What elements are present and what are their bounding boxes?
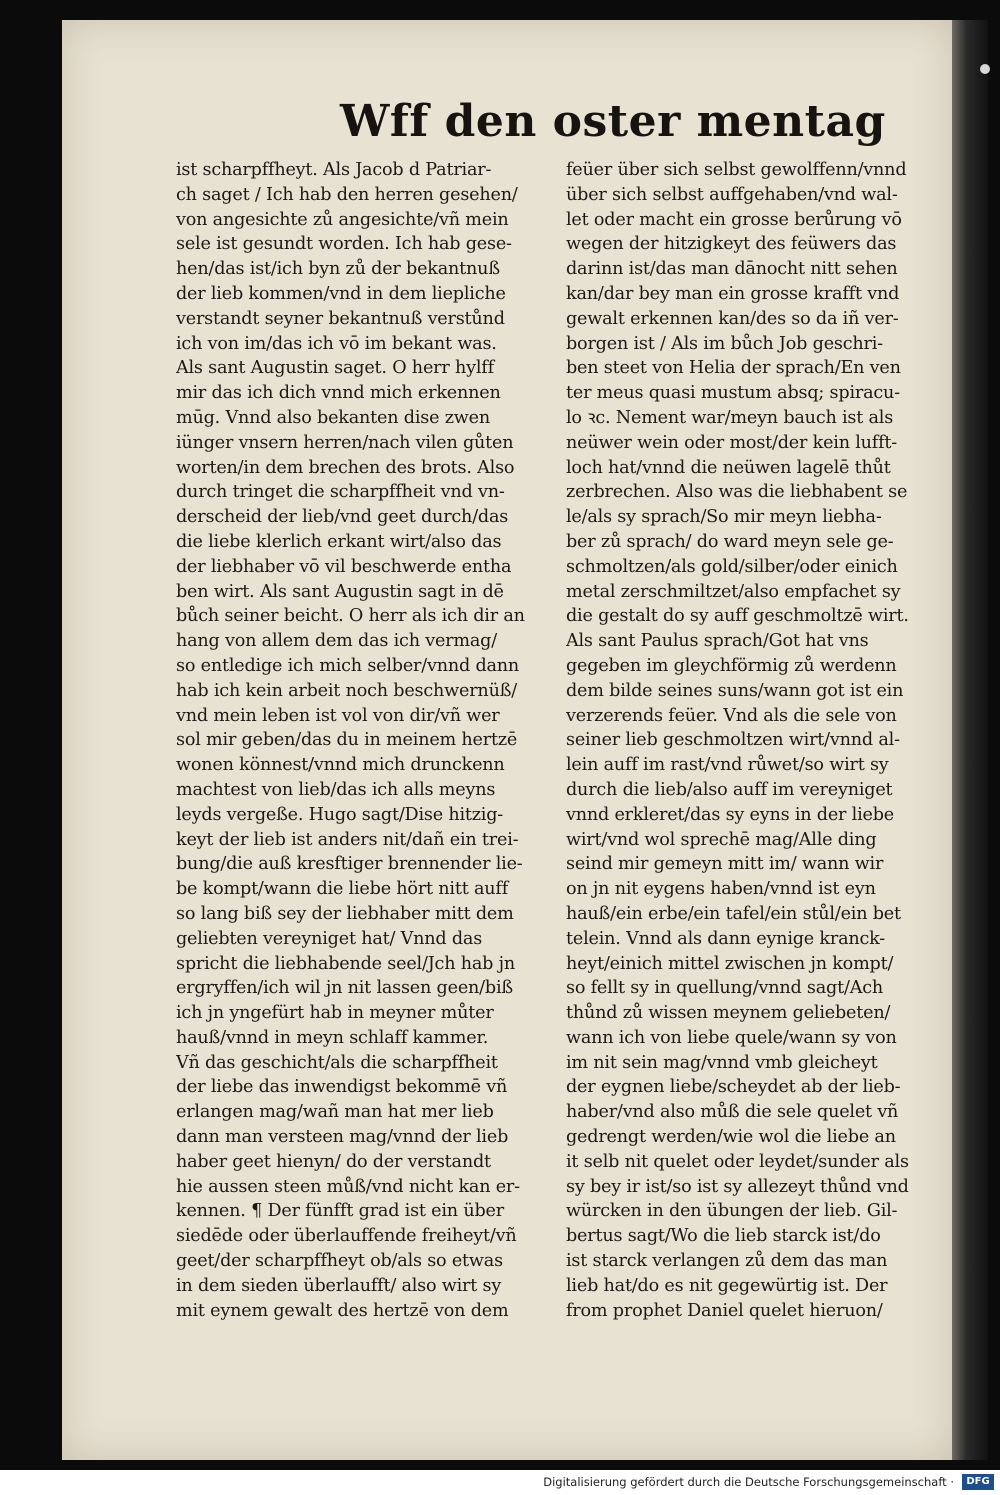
text-line: geliebten vereyniget hat/ Vnnd das <box>176 928 483 949</box>
text-line: wonen könnest/vnnd mich drunckenn <box>176 755 505 776</box>
text-line: die gestalt do sy auff geschmoltzē wirt. <box>566 606 909 627</box>
text-line: borgen ist / Als im bůch Job geschri- <box>566 333 883 354</box>
text-line: bertus sagt/Wo die lieb starck ist/do <box>566 1226 881 1247</box>
text-line: leyds vergeße. Hugo sagt/Dise hitzig- <box>176 804 504 825</box>
text-line: gewalt erkennen kan/des so da iñ ver- <box>566 308 899 329</box>
scan-marker <box>980 64 990 74</box>
text-line: spricht die liebhabende seel/Jch hab jn <box>176 953 515 974</box>
text-line: bůch seiner beicht. O herr als ich dir an <box>176 606 525 627</box>
text-line: ist starck verlangen zů dem das man <box>566 1251 888 1272</box>
text-line: lo ꝛc. Nement war/meyn bauch ist als <box>566 407 894 428</box>
text-line: hauß/ein erbe/ein tafel/ein stůl/ein bet <box>566 903 901 924</box>
footer-bar <box>0 1470 1000 1495</box>
page-edge <box>952 20 988 1460</box>
text-line: wann ich von liebe quele/wann sy von <box>566 1027 897 1048</box>
text-line: gegeben im gleychförmig zů werdenn <box>566 655 897 676</box>
text-line: ich jn yngefürt hab in meyner můter <box>176 1003 494 1024</box>
text-line: zerbrechen. Also was die liebhabent se <box>566 482 908 503</box>
text-line: sy bey ir ist/so ist sy allezeyt thůnd vnd <box>566 1176 909 1197</box>
text-line: le/als sy sprach/So mir meyn liebha- <box>566 507 882 528</box>
text-column-left <box>176 158 544 1323</box>
text-line: ber zů sprach/ do ward meyn sele ge- <box>566 531 894 552</box>
text-line: seiner lieb geschmoltzen wirt/vnnd al- <box>566 730 900 751</box>
text-line: so entledige ich mich selber/vnnd dann <box>176 655 520 676</box>
page-heading: Wff den oster mentag <box>340 96 886 147</box>
text-line: hie aussen steen můß/vnd nicht kan er- <box>176 1176 520 1197</box>
text-line: lieb hat/do es nit gegewürtig ist. Der <box>566 1275 888 1296</box>
text-line: from prophet Daniel quelet hieruon/ <box>566 1300 883 1321</box>
text-line: neüwer wein oder most/der kein lufft- <box>566 432 898 453</box>
text-line: be kompt/wann die liebe hört nitt auff <box>176 879 509 900</box>
text-line: ch saget / Ich hab den herren gesehen/ <box>176 184 518 205</box>
text-line: ist scharpffheyt. Als Jacob d Patriar- <box>176 160 492 180</box>
text-line: ich von im/das ich vō im bekant was. <box>176 333 497 354</box>
text-line: siedēde oder überlauffende freiheyt/vñ <box>176 1226 517 1247</box>
text-line: hang von allem dem das ich vermag/ <box>176 631 497 652</box>
text-line: über sich selbst auffgehaben/vnd wal- <box>566 184 898 205</box>
text-line: metal zerschmiltzet/also empfachet sy <box>566 581 901 602</box>
dfg-logo: DFG <box>962 1474 994 1490</box>
text-line: der eygnen liebe/scheydet ab der lieb- <box>566 1077 901 1098</box>
text-line: die liebe klerlich erkant wirt/also das <box>176 531 502 552</box>
text-line: keyt der lieb ist anders nit/dañ ein trei- <box>176 829 519 850</box>
text-line: geet/der scharpffheyt ob/als so etwas <box>176 1251 503 1272</box>
text-line: durch tringet die scharpffheit vnd vn- <box>176 482 505 503</box>
text-line: thůnd zů wissen meynem geliebeten/ <box>566 1003 891 1024</box>
text-column-right <box>566 158 934 1323</box>
text-line: wegen der hitzigkeyt des feüwers das <box>566 234 897 255</box>
text-line: worten/in dem brechen des brots. Also <box>176 457 515 478</box>
text-line: der lieb kommen/vnd in dem liepliche <box>176 283 506 304</box>
text-line: Als sant Augustin saget. O herr hylff <box>176 358 494 379</box>
text-line: so fellt sy in quellung/vnnd sagt/Ach <box>566 978 884 999</box>
text-line: darinn ist/das man dānocht nitt sehen <box>566 259 898 280</box>
text-line: der liebhaber vō vil beschwerde entha <box>176 556 512 577</box>
text-line: hab ich kein arbeit noch beschwernüß/ <box>176 680 517 701</box>
text-line: verstandt seyner bekantnuß verstůnd <box>176 308 505 329</box>
text-line: dann man versteen mag/vnnd der lieb <box>176 1127 509 1148</box>
text-line: kennen. ¶ Der fünfft grad ist ein über <box>176 1201 504 1222</box>
text-line: ergryffen/ich wil jn nit lassen geen/biß <box>176 978 513 999</box>
text-line: telein. Vnnd als dann eynige kranck- <box>566 928 886 949</box>
text-line: in dem sieden überlaufft/ also wirt sy <box>176 1275 502 1296</box>
text-line: mūg. Vnnd also bekanten dise zwen <box>176 407 490 428</box>
text-line: haber/vnd also můß die sele quelet vñ <box>566 1102 899 1123</box>
text-line: hen/das ist/ich byn zů der bekantnuß <box>176 259 500 280</box>
text-line: würcken in den übungen der lieb. Gil- <box>566 1201 898 1222</box>
text-line: ben wirt. Als sant Augustin sagt in dē <box>176 581 504 602</box>
text-line: ter meus quasi mustum absq; spiracu- <box>566 383 900 404</box>
text-line: seind mir gemeyn mitt im/ wann wir <box>566 854 884 875</box>
text-line: durch die lieb/also auff im vereyniget <box>566 779 893 800</box>
text-line: on jn nit eygens haben/vnnd ist eyn <box>566 879 876 900</box>
text-line: ben steet von Helia der sprach/En ven <box>566 358 901 379</box>
text-line: lein auff im rast/vnd růwet/so wirt sy <box>566 755 889 776</box>
text-line: sele ist gesundt worden. Ich hab gese- <box>176 234 512 255</box>
text-line: Als sant Paulus sprach/Got hat vns <box>566 631 869 652</box>
text-line: haber geet hienyn/ do der verstandt <box>176 1151 491 1172</box>
text-line: der liebe das inwendigst bekommē vñ <box>176 1077 508 1098</box>
text-line: Vñ das geschicht/als die scharpffheit <box>176 1052 498 1073</box>
text-line: mit eynem gewalt des hertzē von dem <box>176 1300 509 1321</box>
text-line: iünger vnsern herren/nach vilen gůten <box>176 432 514 453</box>
text-line: feüer über sich selbst gewolffenn/vnnd <box>566 160 907 180</box>
text-line: derscheid der lieb/vnd geet durch/das <box>176 507 509 528</box>
text-line: loch hat/vnnd die neüwen lagelē thůt <box>566 457 891 478</box>
text-line: mir das ich dich vnnd mich erkennen <box>176 383 501 404</box>
text-line: dem bilde seines suns/wann got ist ein <box>566 680 904 701</box>
text-line: kan/dar bey man ein grosse krafft vnd <box>566 283 900 304</box>
text-line: hauß/vnnd in meyn schlaff kammer. <box>176 1027 489 1048</box>
text-line: bung/die auß kresftiger brennender lie- <box>176 854 523 875</box>
text-line: im nit sein mag/vnnd vmb gleicheyt <box>566 1052 878 1073</box>
text-line: erlangen mag/wañ man hat mer lieb <box>176 1102 494 1123</box>
text-line: let oder macht ein grosse berůrung vō <box>566 209 902 230</box>
text-line: heyt/einich mittel zwischen jn kompt/ <box>566 953 894 974</box>
text-line: vnd mein leben ist vol von dir/vñ wer <box>176 705 500 726</box>
text-line: von angesichte zů angesichte/vñ mein <box>176 209 509 230</box>
text-line: sol mir geben/das du in meinem hertzē <box>176 730 518 751</box>
text-line: verzerends feüer. Vnd als die sele von <box>566 705 897 726</box>
text-line: schmoltzen/als gold/silber/oder einich <box>566 556 898 577</box>
text-line: it selb nit quelet oder leydet/sunder als <box>566 1151 909 1172</box>
text-line: vnnd erkleret/das sy eyns in der liebe <box>566 804 895 825</box>
text-line: wirt/vnd wol sprechē mag/Alle ding <box>566 829 877 850</box>
text-line: so lang biß sey der liebhaber mitt dem <box>176 903 514 924</box>
footer-credit: Digitalisierung gefördert durch die Deutsche Forschungsgemeinschaft · <box>543 1475 954 1489</box>
text-line: machtest von lieb/das ich alls meyns <box>176 779 496 800</box>
text-line: gedrengt werden/wie wol die liebe an <box>566 1127 896 1148</box>
